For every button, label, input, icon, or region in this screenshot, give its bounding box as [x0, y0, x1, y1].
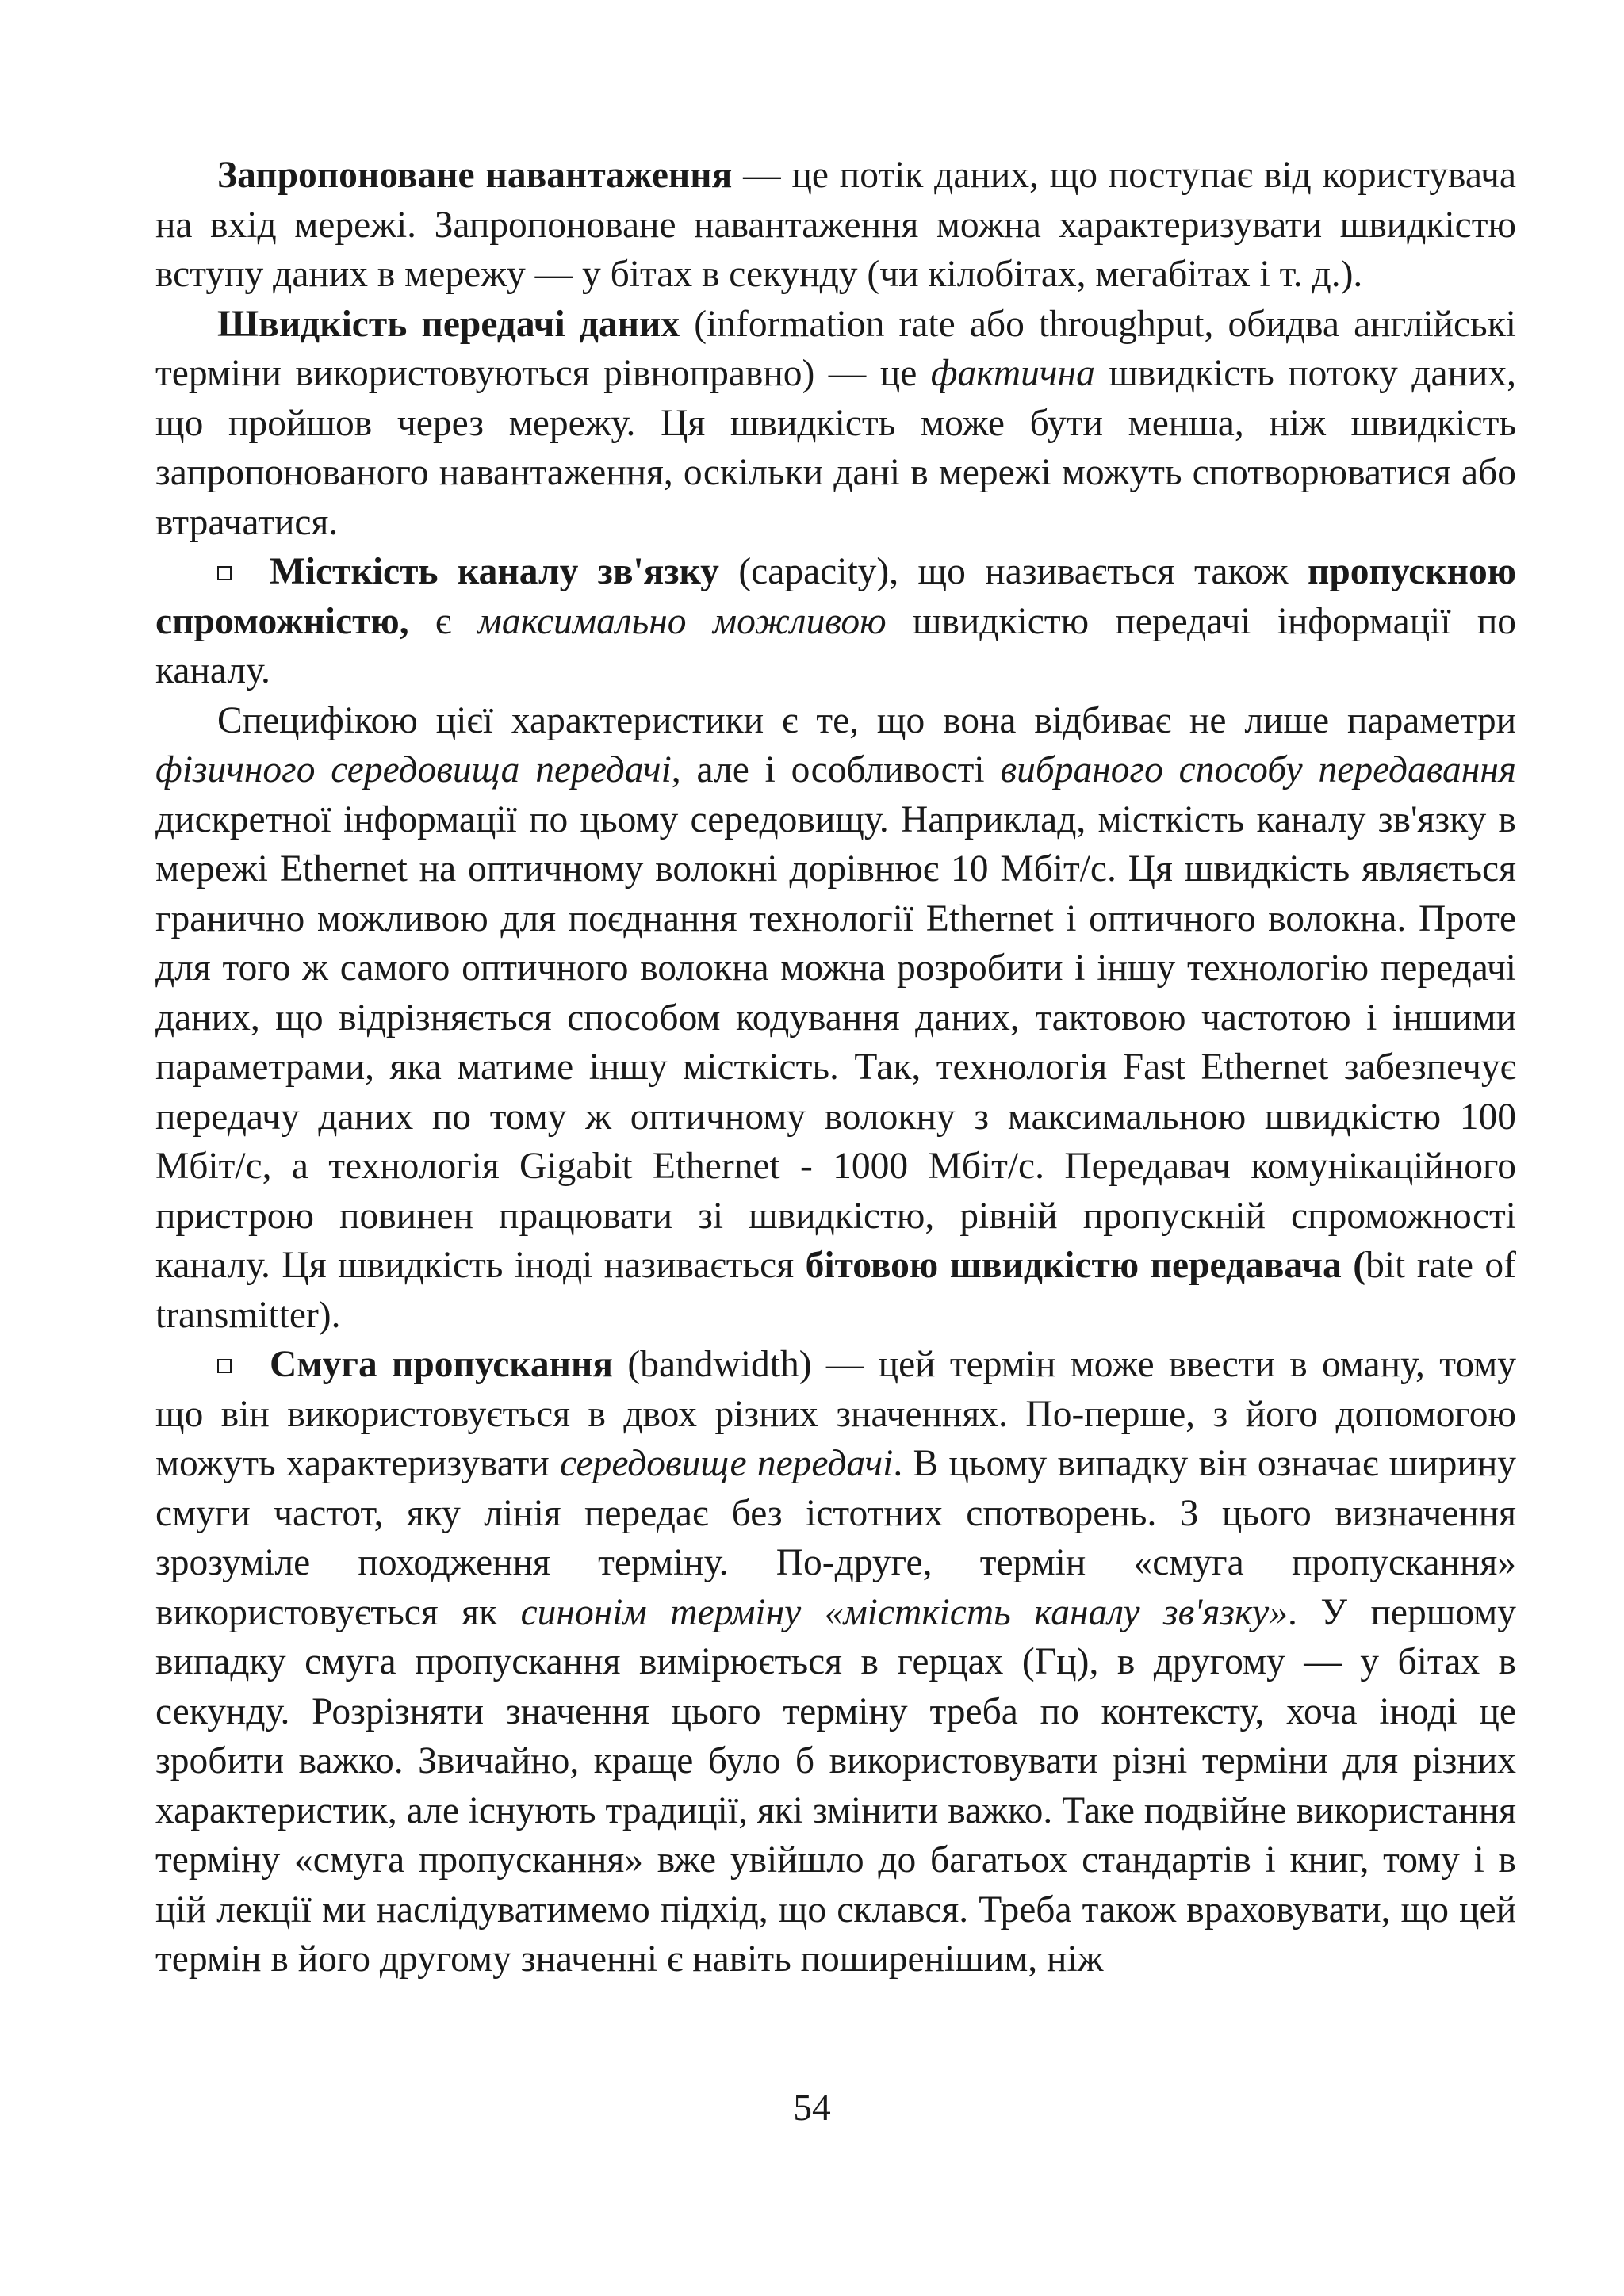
paragraph-bandwidth: [155, 1340, 1516, 1984]
paragraph-text: швидкість потоку даних, що пройшов через мережу. Ця швидкість може бути менша, ніж швидкість запропонованого навантаження, оскільки дані в мережі можуть спотворюватися або втрачатися.: [155, 353, 1516, 543]
square-bullet-icon: [217, 566, 232, 580]
paragraph-text: . В цьому випадку він означає ширину смуги частот, яку лінія передає без істотних спотворень. З цього визначення зрозуміле походження терміну. По-друге, термін «смуга пропускання» використовується як: [155, 1443, 1516, 1633]
page-body: [155, 151, 1516, 1984]
term-information-rate: Швидкість передачі даних: [217, 303, 680, 345]
paragraph-capacity-details: [155, 696, 1516, 1341]
paragraph-offered-load: [155, 151, 1516, 300]
paragraph-capacity: [155, 547, 1516, 696]
page-number: 54: [793, 2087, 831, 2129]
term-capacity: Місткість каналу зв'язку: [270, 551, 719, 592]
paragraph-text: (capacity), що називається також: [718, 551, 1308, 592]
emphasis-text: максимально можливою: [477, 600, 887, 642]
paragraph-text: . У першому випадку смуга пропускання вимірюється в герцах (Гц), в другому — у бітах в секунду. Розрізняти значення цього терміну треба по контексту, хоча іноді це зробити важко. Звичайно, краще було б використовувати різні терміни для різних характеристик, але існують традиції, які змінити важко. Таке подвійне використання терміну «смуга пропускання» вже увійшло до багатьох стандартів і книг, тому і в цій лекції ми наслідуватимемо підхід, що склався. Треба також враховувати, що цей термін в його другому значенні є навіть поширенішим, ніж: [155, 1591, 1516, 1980]
paragraph-information-rate: [155, 300, 1516, 548]
paragraph-text: (information rate або throughput, обидва англійські терміни використовуються рівноправно) — це: [155, 303, 1516, 394]
paragraph-text: є: [408, 600, 478, 642]
square-bullet-icon: [217, 1359, 232, 1373]
paragraph-text: (bandwidth) — цей термін може ввести в оману, тому що він використовується в двох різних значеннях. По-перше, з його допомогою можуть характеризувати: [155, 1344, 1516, 1484]
paragraph-text: bit rate of transmitter).: [155, 1245, 1516, 1336]
term-offered-load: Запропоноване навантаження: [217, 155, 733, 196]
paragraph-text: , але і особливості: [671, 749, 1001, 790]
emphasis-text: вибраного способу передавання: [1000, 749, 1516, 790]
emphasis-text: фізичного середовища передачі: [155, 749, 672, 790]
emphasis-text: синонім терміну «місткість каналу зв'язку»: [520, 1591, 1289, 1633]
term-bit-rate: бітовою швидкістю передавача (: [805, 1245, 1366, 1286]
term-bandwidth: Смуга пропускання: [270, 1344, 614, 1385]
paragraph-text: швидкістю передачі інформації по каналу.: [155, 600, 1516, 691]
paragraph-text: — це потік даних, що поступає від користувача на вхід мережі. Запропоноване навантаження можна характеризувати швидкістю вступу даних в мережу — у бітах в секунду (чи кілобітах, мегабітах і т. д.).: [155, 155, 1516, 295]
paragraph-text: Специфікою цієї характеристики є те, що вона відбиває не лише параметри: [217, 699, 1516, 741]
paragraph-text: дискретної інформації по цьому середовищу. Наприклад, місткість каналу зв'язку в мережі Ethernet на оптичному волокні дорівнює 10 Мбіт/с. Ця швидкість являється гранично можливою для поєднання технології Ethernet і оптичного волокна. Проте для того ж самого оптичного волокна можна розробити і іншу технологію передачі даних, що відрізняється способом кодування даних, тактовою частотою і іншими параметрами, яка матиме іншу місткість. Так, технологія Fast Ethernet забезпечує передачу даних по тому ж оптичному волокну з максимальною швидкістю 100 Мбіт/с, а технологія Gigabit Ethernet - 1000 Мбіт/с. Передавач комунікаційного пристрою повинен працювати зі швидкістю, рівній пропускній спроможності каналу. Ця швидкість іноді називається: [155, 798, 1516, 1286]
emphasis-text: середовище передачі: [560, 1443, 894, 1484]
term-throughput-capacity: пропускною спроможністю,: [155, 551, 1517, 642]
emphasis-text: фактична: [930, 353, 1095, 394]
